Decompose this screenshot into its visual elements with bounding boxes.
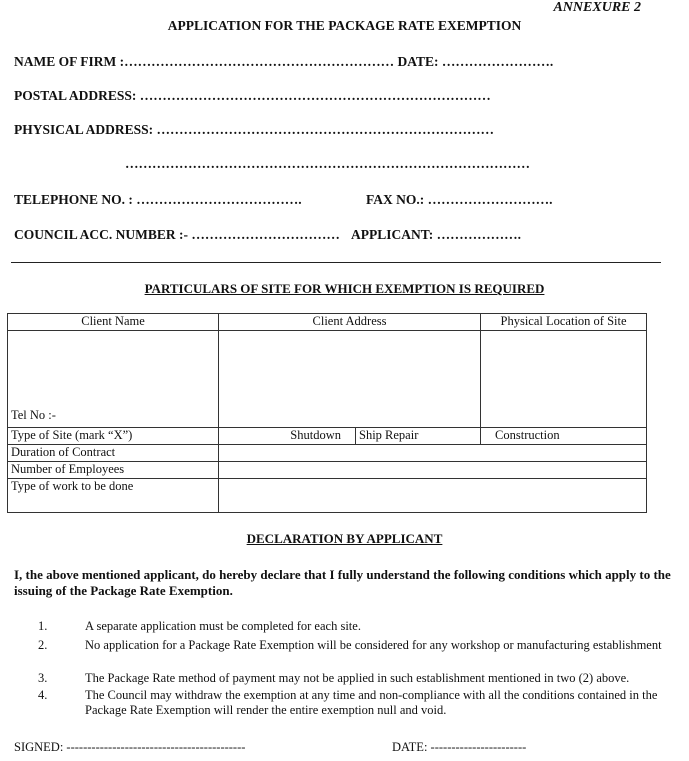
- site-type-label: Type of Site (mark “X”): [8, 428, 219, 445]
- site-particulars-table: [7, 313, 647, 513]
- fax-field: FAX NO.: ……………………….: [366, 192, 553, 207]
- header-client-address: Client Address: [219, 314, 481, 331]
- site-type-shutdown[interactable]: Shutdown: [219, 428, 356, 445]
- work-type-value[interactable]: [219, 479, 647, 513]
- applicant-field: APPLICANT: ……………….: [351, 227, 521, 242]
- client-address-cell[interactable]: [219, 331, 481, 428]
- condition-number: 3.: [38, 671, 48, 685]
- table-row: [8, 462, 647, 479]
- sign-date-field: DATE: -----------------------: [392, 740, 527, 754]
- condition-text: No application for a Package Rate Exemption will be considered for any workshop or manufacturing establishment: [85, 638, 662, 652]
- telephone-field: TELEPHONE NO. : ……………………………….: [14, 192, 302, 207]
- physical-address-field: PHYSICAL ADDRESS: …………………………………………………………………: [14, 122, 495, 137]
- council-account-field: COUNCIL ACC. NUMBER :- ……………………………: [14, 227, 340, 242]
- declaration-title: DECLARATION BY APPLICANT: [246, 531, 443, 546]
- divider: [11, 262, 661, 263]
- header-physical-location: Physical Location of Site: [481, 314, 647, 331]
- duration-label: Duration of Contract: [8, 445, 219, 462]
- page-title: APPLICATION FOR THE PACKAGE RATE EXEMPTION: [167, 18, 522, 33]
- declaration-intro: I, the above mentioned applicant, do hereby declare that I fully understand the following conditions which apply to the issuing of the Package Rate Exemption.: [14, 567, 671, 598]
- client-name-cell[interactable]: [8, 331, 219, 428]
- table-row: [8, 331, 647, 428]
- header-client-name: Client Name: [8, 314, 219, 331]
- table-row: [8, 445, 647, 462]
- table-row: [8, 479, 647, 513]
- postal-address-field: POSTAL ADDRESS: ……………………………………………………………………: [14, 88, 491, 103]
- condition-number: 1.: [38, 619, 48, 633]
- site-type-construction[interactable]: Construction: [481, 428, 647, 445]
- table-row: [8, 428, 647, 445]
- duration-value[interactable]: [219, 445, 647, 462]
- firm-date-field: NAME OF FIRM :…………………………………………………… DATE: …………………….: [14, 54, 554, 69]
- signed-field: SIGNED: -------------------------------------------: [14, 740, 246, 754]
- condition-number: 4.: [38, 688, 48, 702]
- tel-label: Tel No :-: [11, 408, 56, 422]
- table-header-row: [8, 314, 647, 331]
- annexure-label: ANNEXURE 2: [553, 0, 641, 15]
- physical-address-continued: ………………………………………………………………………………: [125, 156, 530, 171]
- condition-text: The Package Rate method of payment may not be applied in such establishment mentioned in two (2) above.: [85, 671, 630, 685]
- site-section-title: PARTICULARS OF SITE FOR WHICH EXEMPTION IS REQUIRED: [144, 281, 545, 296]
- condition-text: A separate application must be completed for each site.: [85, 619, 361, 633]
- employees-label: Number of Employees: [8, 462, 219, 479]
- employees-value[interactable]: [219, 462, 647, 479]
- site-type-ship-repair[interactable]: Ship Repair: [356, 428, 481, 445]
- work-type-label: Type of work to be done: [8, 479, 219, 513]
- condition-text: The Council may withdraw the exemption at any time and non-compliance with all the conditions contained in the Package Rate Exemption will render the entire exemption null and void.: [85, 688, 658, 717]
- physical-location-cell[interactable]: [481, 331, 647, 428]
- condition-number: 2.: [38, 638, 48, 652]
